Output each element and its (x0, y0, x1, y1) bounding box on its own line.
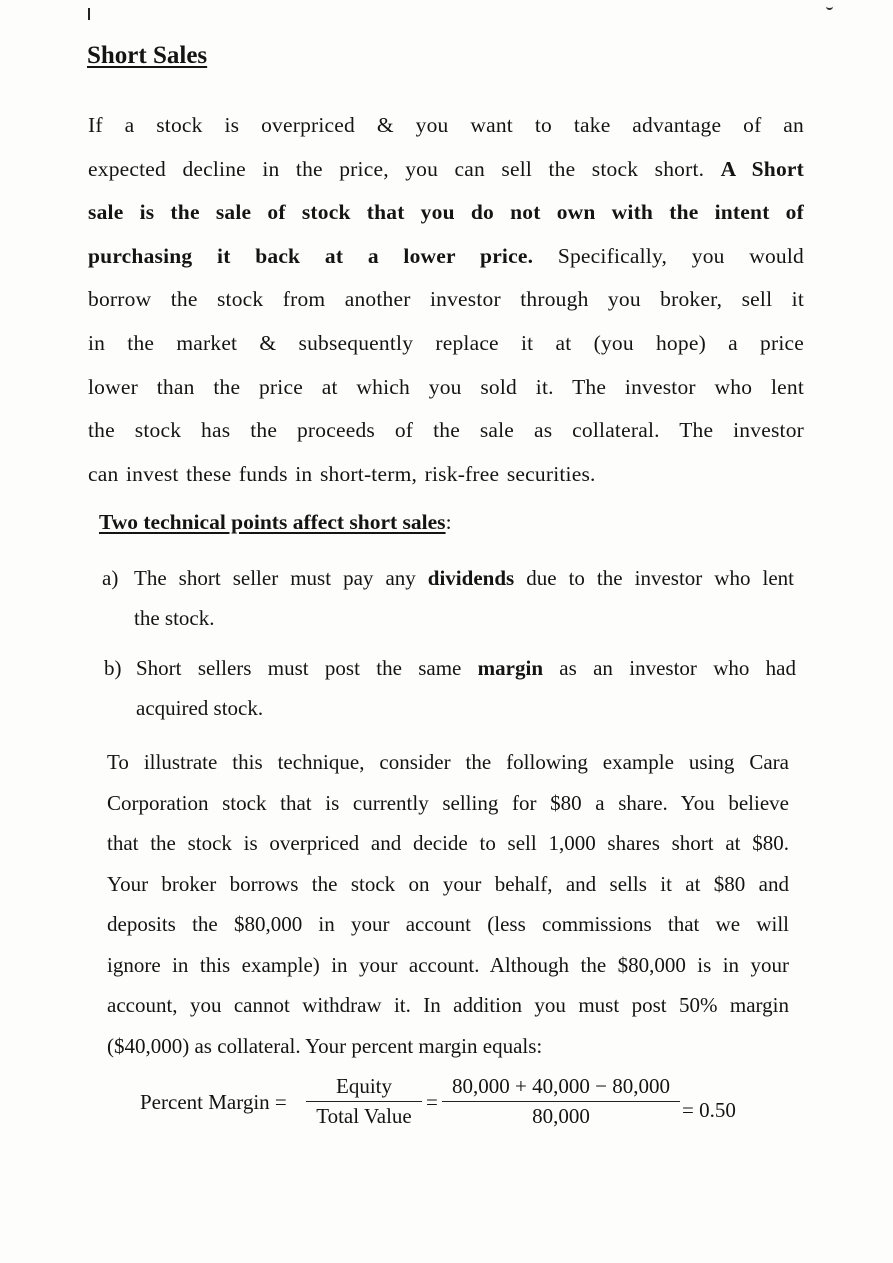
bold-term: A Short (720, 156, 805, 181)
paragraph-line: ignore in this example) in your account. Although the $80,000 is in your (107, 952, 789, 977)
list-marker: b) (104, 656, 122, 680)
paragraph-line (88, 191, 804, 235)
page-corner-mark (826, 2, 833, 10)
page-title: Short Sales (87, 42, 208, 69)
percent-margin-formula (140, 1072, 760, 1142)
list-item (102, 558, 802, 640)
fraction-numerator: Equity (336, 1074, 392, 1098)
paragraph-line: borrow the stock from another investor through you broker, sell it (88, 287, 804, 312)
paragraph-line: If a stock is overpriced & you want to take advantage of an (88, 113, 804, 137)
formula-fraction (306, 1074, 422, 1129)
paragraph-line: expected decline in the price, you can sell the stock short. A Short (88, 156, 805, 181)
formula-label: Percent Margin = (140, 1090, 287, 1114)
paragraph-line: account, you cannot withdraw it. In addition you must post 50% margin (107, 993, 789, 1017)
page-corner-mark (88, 8, 90, 20)
bold-term: dividends (427, 566, 515, 590)
paragraph-line: deposits the $80,000 in your account (less commissions that we will (107, 912, 789, 936)
paragraph-line: ($40,000) as collateral. Your percent margin equals: (107, 1033, 543, 1058)
list-item-line: The short seller must pay any dividends due to the investor who lent (134, 566, 794, 590)
paragraph-line: the stock has the proceeds of the sale as collateral. The investor (88, 418, 804, 443)
bold-term: purchasing it back at a lower price. (88, 243, 534, 268)
list-item-line: Short sellers must post the same margin as an investor who had (136, 656, 796, 680)
bold-term: sale is the sale of stock that you do not own with the intent of (88, 200, 804, 225)
paragraph-line: purchasing it back at a lower price. Specifically, you would (88, 243, 804, 268)
paragraph-line: lower than the price at which you sold it. The investor who lent (88, 374, 804, 399)
fraction-denominator: 80,000 (532, 1104, 590, 1128)
list-marker: a) (102, 566, 119, 590)
equals-sign: = (426, 1090, 438, 1114)
bold-term: margin (477, 656, 543, 680)
example-paragraph (107, 742, 789, 1066)
list-item (104, 648, 804, 730)
paragraph-line: Your broker borrows the stock on your behalf, and sells it at $80 and (107, 871, 789, 896)
fraction-denominator: Total Value (316, 1104, 412, 1128)
paragraph-line: that the stock is overpriced and decide to sell 1,000 shares short at $80. (107, 831, 789, 855)
paragraph-line: Corporation stock that is currently selling for $80 a share. You believe (107, 790, 789, 815)
fraction-numerator: 80,000 + 40,000 − 80,000 (452, 1074, 670, 1098)
formula-result: = 0.50 (682, 1098, 736, 1122)
paragraph-line: in the market & subsequently replace it at (you hope) a price (88, 330, 804, 355)
intro-paragraph (88, 104, 804, 496)
paragraph-line: To illustrate this technique, consider the following example using Cara (107, 750, 789, 774)
list-item-line: acquired stock. (136, 696, 264, 720)
paragraph-line: can invest these funds in short-term, risk-free securities. (88, 461, 596, 486)
section-heading: Two technical points affect short sales: (99, 510, 452, 534)
list-item-line: the stock. (134, 606, 215, 630)
formula-fraction (442, 1074, 680, 1129)
